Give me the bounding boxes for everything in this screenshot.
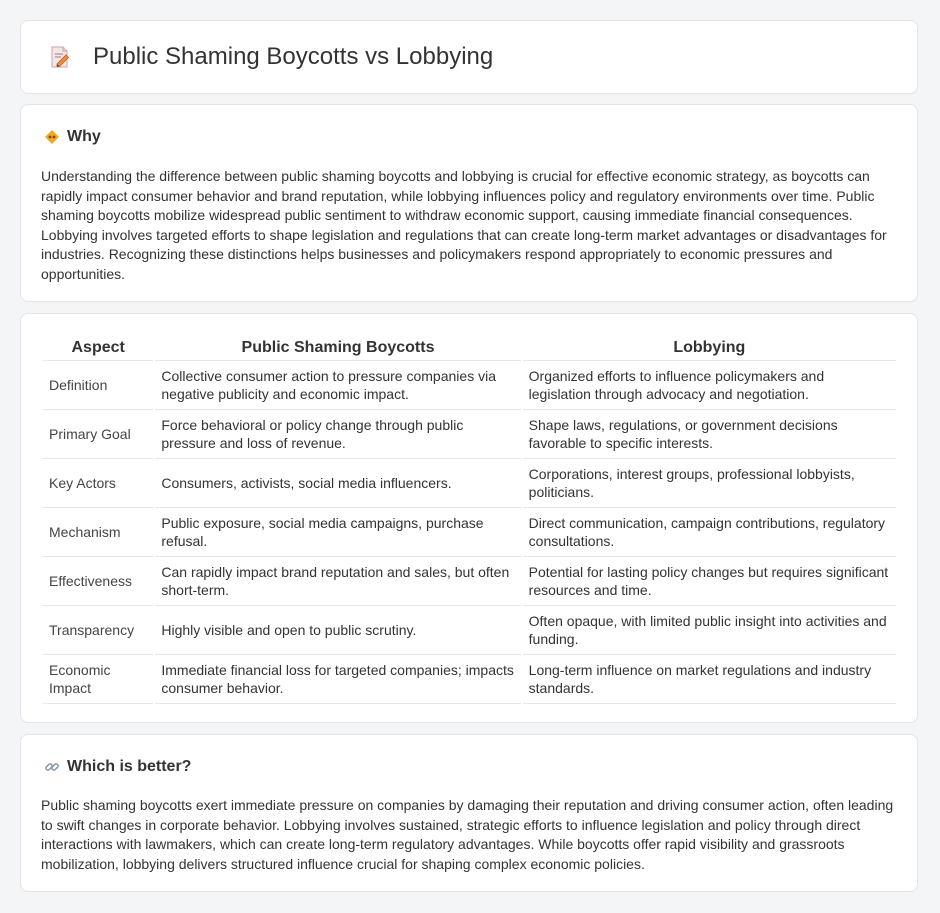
comparison-table bbox=[41, 334, 898, 704]
cell-lobbying: Shape laws, regulations, or government decisions favorable to specific interests. bbox=[523, 410, 896, 459]
cell-aspect: Effectiveness bbox=[43, 557, 153, 606]
cell-aspect: Primary Goal bbox=[43, 410, 153, 459]
why-section bbox=[20, 104, 918, 302]
puzzle-icon bbox=[43, 128, 61, 146]
cell-boycotts: Collective consumer action to pressure companies via negative publicity and economic impact. bbox=[155, 361, 520, 410]
cell-boycotts: Consumers, activists, social media influencers. bbox=[155, 459, 520, 508]
table-row bbox=[43, 606, 896, 655]
page-title: Public Shaming Boycotts vs Lobbying bbox=[93, 43, 494, 70]
table-row bbox=[43, 459, 896, 508]
cell-boycotts: Can rapidly impact brand reputation and sales, but often short-term. bbox=[155, 557, 520, 606]
which-is-better-section bbox=[20, 734, 918, 892]
better-heading: Which is better? bbox=[67, 758, 192, 775]
cell-boycotts: Force behavioral or policy change through public pressure and loss of revenue. bbox=[155, 410, 520, 459]
better-heading-row bbox=[43, 758, 191, 776]
table-row bbox=[43, 361, 896, 410]
table-row bbox=[43, 557, 896, 606]
cell-boycotts: Immediate financial loss for targeted companies; impacts consumer behavior. bbox=[155, 655, 520, 704]
table-row bbox=[43, 655, 896, 704]
cell-aspect: Economic Impact bbox=[43, 655, 153, 704]
table-header-row bbox=[43, 334, 896, 361]
cell-lobbying: Long-term influence on market regulations and industry standards. bbox=[523, 655, 896, 704]
cell-boycotts: Public exposure, social media campaigns, purchase refusal. bbox=[155, 508, 520, 557]
why-heading: Why bbox=[67, 128, 101, 145]
cell-lobbying: Direct communication, campaign contributions, regulatory consultations. bbox=[523, 508, 896, 557]
table-row bbox=[43, 508, 896, 557]
document-pen-icon bbox=[47, 44, 73, 70]
cell-lobbying: Organized efforts to influence policymakers and legislation through advocacy and negotiation. bbox=[523, 361, 896, 410]
cell-boycotts: Highly visible and open to public scrutiny. bbox=[155, 606, 520, 655]
cell-lobbying: Often opaque, with limited public insight into activities and funding. bbox=[523, 606, 896, 655]
table-row bbox=[43, 410, 896, 459]
cell-aspect: Definition bbox=[43, 361, 153, 410]
cell-lobbying: Potential for lasting policy changes but requires significant resources and time. bbox=[523, 557, 896, 606]
cell-lobbying: Corporations, interest groups, professional lobbyists, politicians. bbox=[523, 459, 896, 508]
cell-aspect: Key Actors bbox=[43, 459, 153, 508]
header-boycotts: Public Shaming Boycotts bbox=[155, 334, 520, 361]
why-heading-row bbox=[43, 128, 101, 146]
better-text: Public shaming boycotts exert immediate pressure on companies by damaging their reputation and driving consumer action, often leading to swift changes in corporate behavior. Lobbying involves sustained, strategic efforts to influence legislation and policy through direct interactions with lawmakers, which can create long-term regulatory advantages. While boycotts offer rapid visibility and grassroots mobilization, lobbying delivers structured influence crucial for shaping complex economic policies. bbox=[41, 797, 894, 872]
cell-aspect: Transparency bbox=[43, 606, 153, 655]
comparison-table-card bbox=[20, 313, 918, 723]
cell-aspect: Mechanism bbox=[43, 508, 153, 557]
title-card bbox=[20, 20, 918, 94]
why-text: Understanding the difference between public shaming boycotts and lobbying is crucial for effective economic strategy, as boycotts can rapidly impact consumer behavior and brand reputation, while lobbying influences policy and regulatory environments over time. Public shaming boycotts mobilize widespread public sentiment to withdraw economic support, causing immediate financial consequences. Lobbying involves targeted efforts to shape legislation and regulations that can create long-term market advantages or disadvantages for industries. Recognizing these distinctions helps businesses and policymakers respond appropriately to economic pressures and opportunities. bbox=[41, 168, 887, 282]
link-icon bbox=[43, 758, 61, 776]
header-lobbying: Lobbying bbox=[523, 334, 896, 361]
header-aspect: Aspect bbox=[43, 334, 153, 361]
